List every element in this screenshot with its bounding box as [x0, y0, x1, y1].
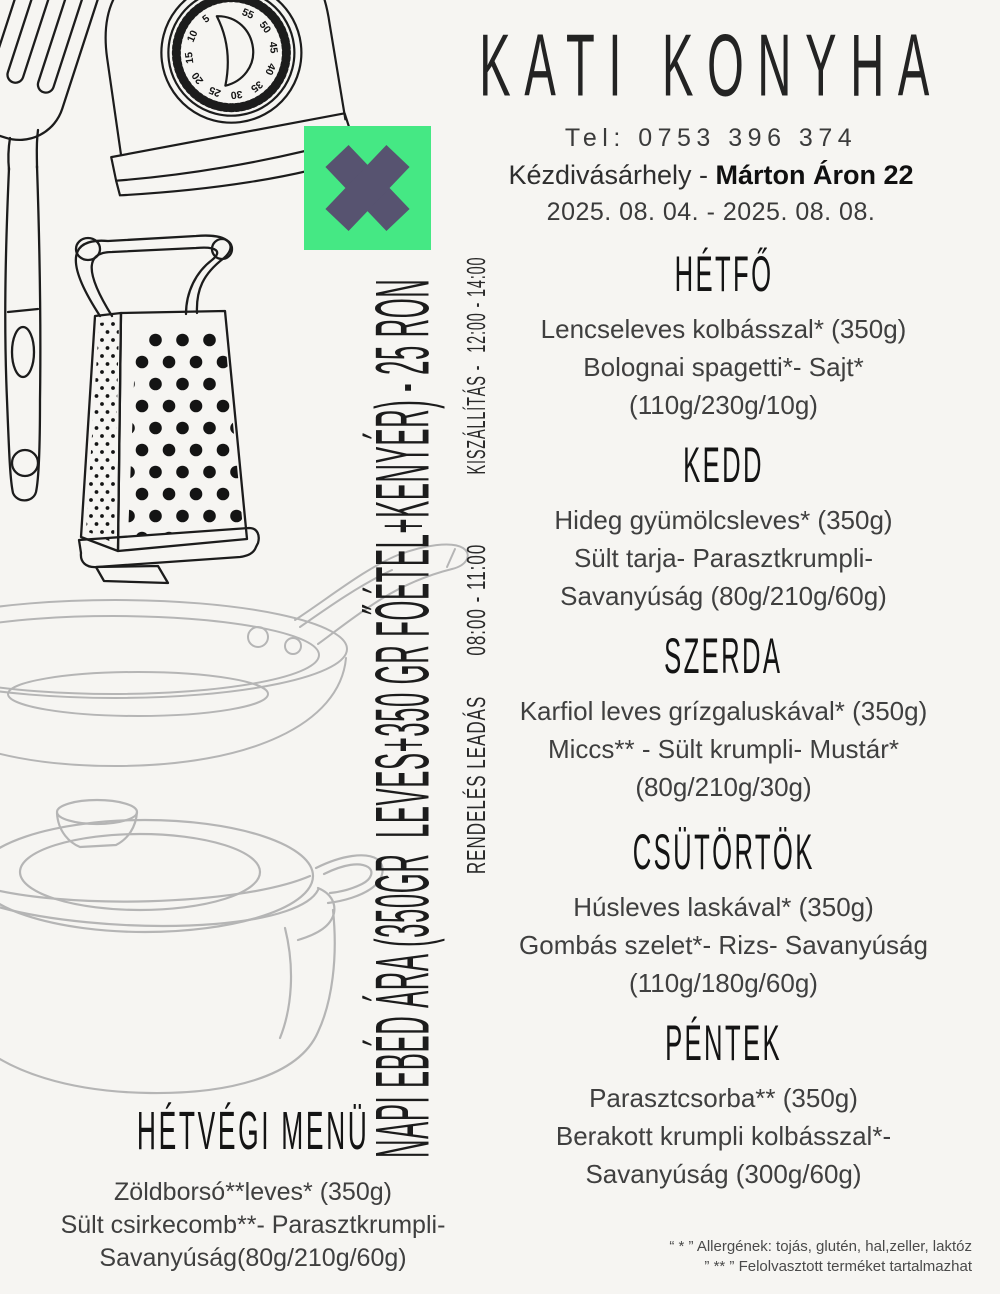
menu-line: Savanyúság(80g/210g/60g)	[99, 1244, 407, 1272]
phone-number: Tel: 0753 396 374	[564, 124, 858, 152]
day-title: CSÜTÖRTÖK	[632, 824, 815, 880]
address-line	[428, 160, 994, 191]
box-grater-icon	[76, 236, 259, 583]
day-section-thursday	[452, 826, 995, 1002]
stock-pot-icon	[0, 800, 383, 1093]
footnote-allergens: “ * ” Allergének: tojás, glutén, hal,zeller, laktóz	[669, 1238, 972, 1255]
spacer	[484, 656, 486, 696]
timer-number: 20	[189, 69, 207, 87]
timer-number: 30	[229, 87, 244, 102]
day-section-friday	[452, 1017, 995, 1193]
timer-number: 55	[240, 6, 256, 22]
delivery-label: KISZÁLLÍTÁS -	[462, 364, 491, 475]
order-time: 08:00 - 11:00	[462, 543, 491, 656]
address-city: Kézdivásárhely -	[508, 160, 716, 190]
delivery-time: 12:00 - 14:00	[462, 256, 491, 353]
day-title: HÉTFŐ	[674, 246, 773, 302]
daily-price-banner: NAPI EBÉD ÁRA (350GR LEVES+350 GR FŐÉTEL+KENYÉR) - 25 RON	[362, 278, 446, 1159]
address-street: Márton Áron 22	[715, 160, 914, 190]
delivery-hours	[437, 257, 518, 494]
timer-number: 5	[200, 12, 213, 26]
footnote-frozen: ” ** ” Felolvasztott terméket tartalmazhat	[704, 1258, 972, 1275]
allergen-footnotes	[512, 1237, 972, 1277]
timer-number: 15	[183, 51, 197, 65]
menu-line: (80g/210g/30g)	[635, 772, 812, 802]
menu-line: Berakott krumpli kolbásszal*-	[555, 1121, 892, 1151]
menu-line: Hideg gyümölcsleves* (350g)	[554, 505, 893, 535]
menu-line: (110g/230g/10g)	[629, 390, 818, 420]
weekend-title: HÉTVÉGI MENÜ	[136, 1102, 370, 1162]
spacer	[484, 353, 486, 365]
menu-line: Sült csirkecomb**- Parasztkrumpli-	[60, 1211, 446, 1239]
menu-line: (110g/180g/60g)	[629, 968, 818, 998]
menu-line: Sült tarja- Parasztkrumpli-	[573, 543, 874, 573]
weekday-menu	[452, 248, 995, 1208]
timer-number: 35	[248, 77, 265, 95]
day-title: SZERDA	[664, 628, 783, 684]
day-title: KEDD	[683, 437, 764, 493]
menu-line: Gombás szelet*- Rizs- Savanyúság	[519, 930, 928, 960]
timer-number: 25	[207, 83, 223, 100]
order-label: RENDELÉS LEADÁS	[462, 695, 491, 875]
menu-line: Bolognai spagetti*- Sajt*	[583, 352, 864, 382]
menu-line: Parasztcsorba** (350g)	[589, 1083, 858, 1113]
day-section-tuesday	[452, 439, 995, 615]
menu-line: Karfiol leves grízgaluskával* (350g)	[519, 696, 928, 726]
x-logo	[304, 126, 431, 250]
day-title: PÉNTEK	[665, 1015, 782, 1071]
weekend-menu	[22, 1104, 484, 1275]
menu-line: Miccs** - Sült krumpli- Mustár*	[547, 734, 900, 764]
day-section-monday	[452, 248, 995, 424]
day-section-wednesday	[452, 630, 995, 806]
menu-line: Zöldborsó**leves* (350g)	[114, 1178, 392, 1206]
menu-line: Lencseleves kolbásszal* (350g)	[540, 314, 907, 344]
menu-line: Húsleves laskával* (350g)	[573, 892, 874, 922]
timer-number: 10	[184, 28, 201, 45]
timer-number: 50	[256, 19, 274, 36]
timer-number: 45	[266, 41, 280, 55]
restaurant-title: KATI KONYHA	[479, 17, 943, 115]
menu-line: Savanyúság (80g/210g/60g)	[560, 581, 887, 611]
timer-number: 40	[262, 61, 278, 77]
order-hours	[437, 544, 518, 897]
x-icon	[337, 156, 398, 220]
date-range: 2025. 08. 04. - 2025. 08. 08.	[546, 198, 876, 226]
menu-line: Savanyúság (300g/60g)	[585, 1159, 862, 1189]
